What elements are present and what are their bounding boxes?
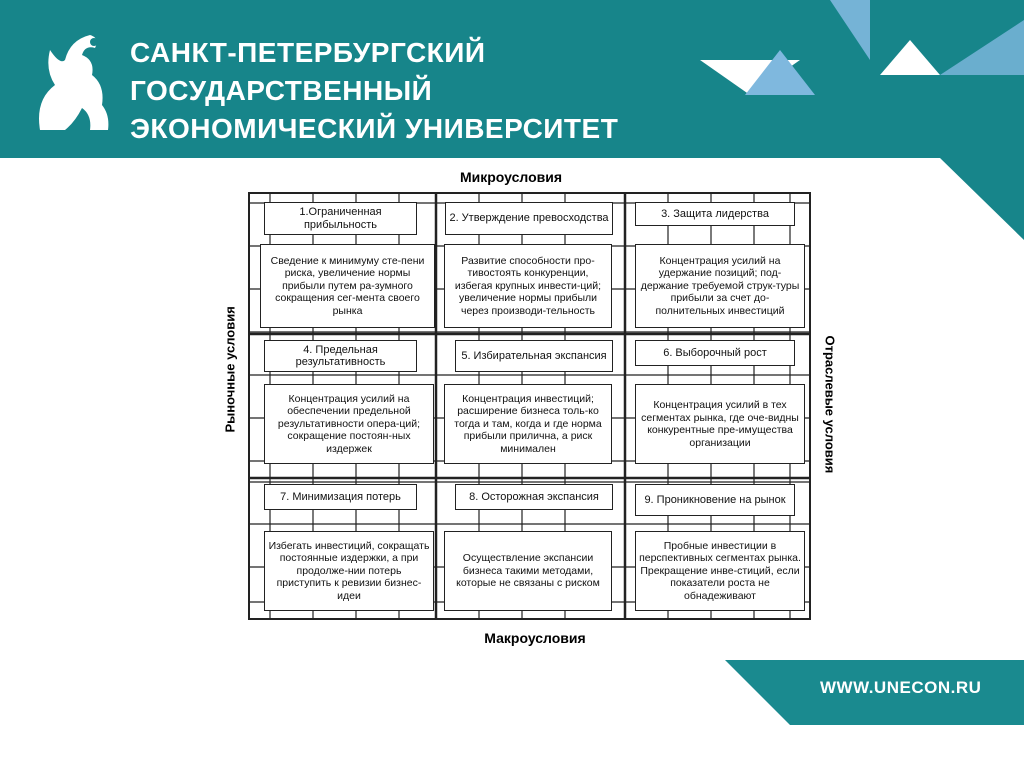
- cell-1-title: 1.Ограниченная прибыльность: [264, 202, 417, 235]
- cell-3-body: Концентрация усилий на удержание позиций; под-держание требуемой струк-туры прибыли за счет до-полнительных инвестиций: [635, 244, 805, 328]
- axis-label-bottom: Макроусловия: [484, 630, 586, 646]
- strategy-matrix: [248, 192, 811, 620]
- university-name-line-2: ГОСУДАРСТВЕННЫЙ: [130, 75, 433, 106]
- footer-background: [0, 655, 1024, 767]
- axis-label-top: Микроусловия: [459, 169, 563, 185]
- axis-label-left: Рыночные условия: [222, 306, 238, 433]
- cell-8-body: Осуществление экспансии бизнеса такими методами, которые не связаны с риском: [444, 531, 612, 611]
- university-name-line-3: ЭКОНОМИЧЕСКИЙ УНИВЕРСИТЕТ: [130, 113, 619, 144]
- axis-label-right: Отраслевые условия: [822, 335, 838, 474]
- cell-5-body: Концентрация инвестиций; расширение бизнеса толь-ко тогда и там, когда и где норма прибыли прилична, а риск минимален: [444, 384, 612, 464]
- cell-7-body: Избегать инвестиций, сокращать постоянные издержки, а при продолже-нии потерь приступить к ревизии бизнес-идеи: [264, 531, 434, 611]
- cell-2-body: Развитие способности про-тивостоять конкуренции, избегая крупных инвести-ций; увеличение нормы прибыли через производи-тельность: [444, 244, 612, 328]
- cell-4-title: 4. Предельная результативность: [264, 340, 417, 372]
- footer-banner: [0, 655, 1024, 767]
- griffin-logo-icon: [20, 30, 115, 135]
- cell-6-title: 6. Выборочный рост: [635, 340, 795, 366]
- university-name-line-1: САНКТ-ПЕТЕРБУРГСКИЙ: [130, 37, 486, 68]
- cell-5-title: 5. Избирательная экспансия: [455, 340, 613, 372]
- cell-1-body: Сведение к минимуму сте-пени риска, увеличение нормы прибыли путем ра-зумного сокращения сег-мента своего рынка: [260, 244, 435, 328]
- cell-4-body: Концентрация усилий на обеспечении предельной результативности опера-ций; сокращение постоян-ных издержек: [264, 384, 434, 464]
- cell-9-title: 9. Проникновение на рынок: [635, 484, 795, 516]
- cell-6-body: Концентрация усилий в тех сегментах рынка, где оче-видны конкурентные пре-имущества организации: [635, 384, 805, 464]
- cell-3-title: 3. Защита лидерства: [635, 202, 795, 226]
- website-link[interactable]: WWW.UNECON.RU: [820, 678, 982, 697]
- cell-8-title: 8. Осторожная экспансия: [455, 484, 613, 510]
- cell-9-body: Пробные инвестиции в перспективных сегментах рынка. Прекращение инве-стиций, если показатели роста не обнадеживают: [635, 531, 805, 611]
- cell-7-title: 7. Минимизация потерь: [264, 484, 417, 510]
- university-name: [130, 34, 618, 148]
- cell-2-title: 2. Утверждение превосходства: [445, 202, 613, 235]
